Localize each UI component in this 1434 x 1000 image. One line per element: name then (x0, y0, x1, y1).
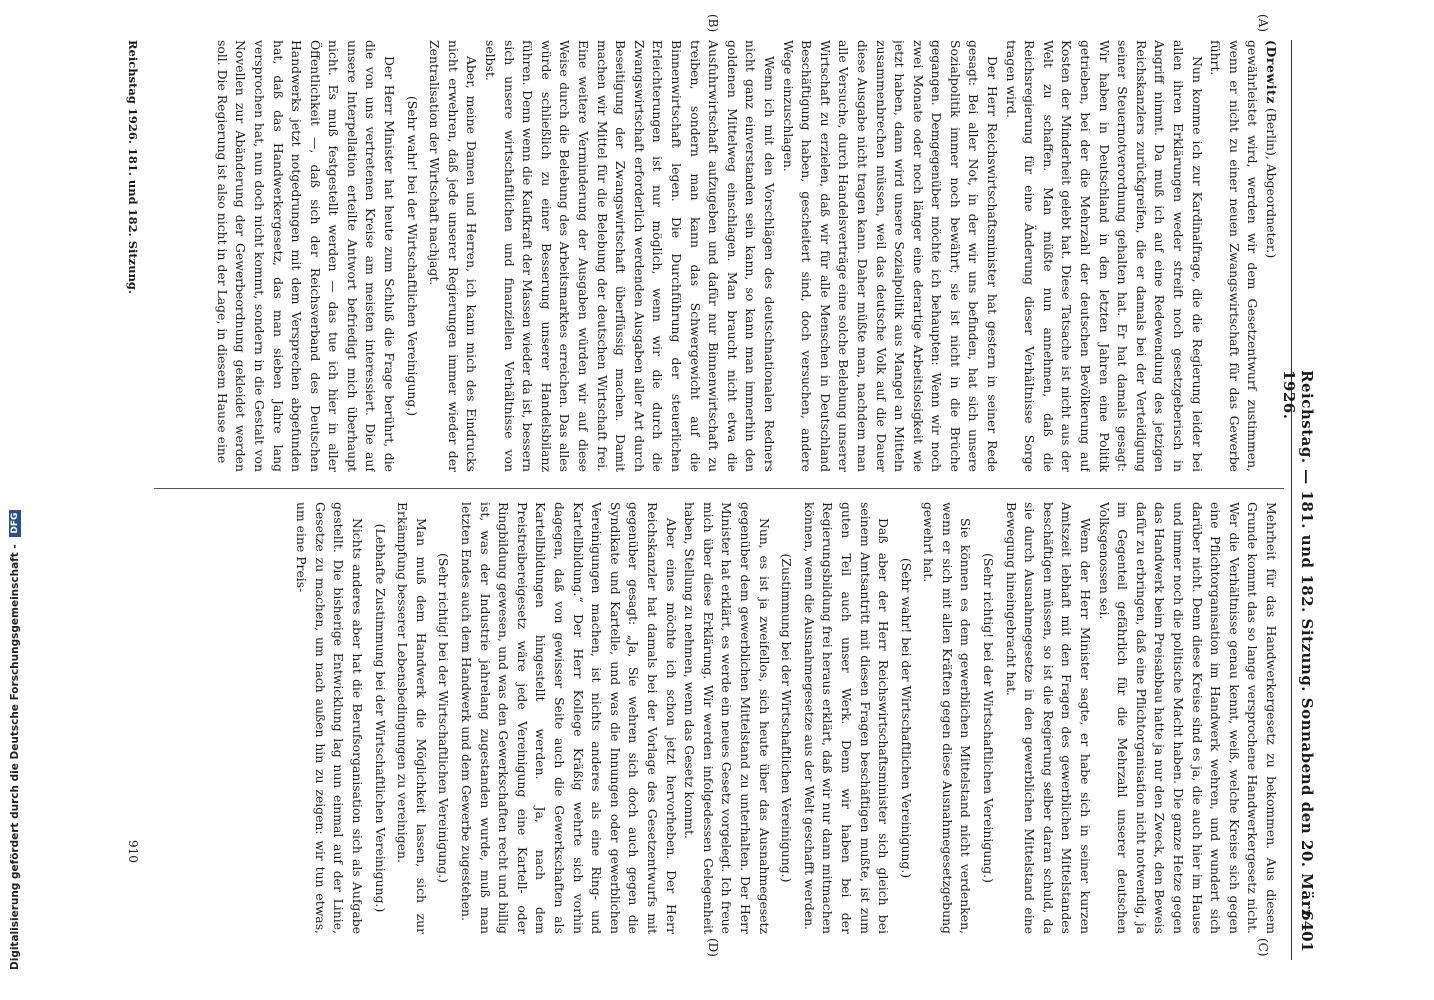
paragraph: Nun komme ich zur Kardinalfrage, die die Regierung leider bei allen ihren Erklärungen weder streift noch gesetzgeberisch in Angriff nimmt. Da muß ich auf eine Redewendung des jetzigen Reichskanzlers zurückgreifen, die er damals bei der Verteidigung seiner Steuernotverordnung gehalten hat. Er hat damals gesagt: Wir haben in Deutschland in den letzten Jahren eine Politik getrieben, bei der die Mehrzahl der deutschen Bevölkerung auf Kosten der Minderheit gelebt hat. Diese Tatsache ist nicht aus der Welt zu schaffen. Man müßte nun annehmen, daß die Reichsregierung für eine Änderung dieser Verhältnisse Sorge tragen wird. (1003, 40, 1205, 472)
paragraph: gewährleistet wird, werden wir dem Gesetzentwurf zustimmen, wenn er nicht zu einer neuen Zwangswirtschaft für das Gewerbe führt. (1208, 40, 1261, 472)
margin-marker-a: (A) (1256, 14, 1270, 33)
margin-marker-c: (C) (1256, 938, 1270, 957)
margin-marker-d: (D) (706, 938, 720, 957)
column-divider (154, 488, 1284, 489)
paragraph: Wenn ich mit den Vorschlägen des deutschnationalen Redners nicht ganz einverstanden sein kann, so kann man immerhin den goldenen Mittelweg einschlagen. Man braucht nicht etwa die Ausfuhrwirtschaft aufzugeben und dafür nur Binnenwirtschaft zu treiben, sondern man kann das Schwergewicht auf die Binnenwirtschaft legen. Die Durchführung der steuerlichen Erleichterungen ist nur möglich, wenn wir die durch die Zwangswirtschaft erforderlich werdenden Ausgaben aller Art durch Beseitigung der Zwangswirtschaft überflüssig machen. Damit machen wir Mittel für die Belebung der deutschen Wirtschaft frei. Eine weitere Verminderung der Ausgaben würden wir auf diese Weise durch die Belebung des Arbeitsmarktes erreichen. Das alles würde schließlich zu einer Besserung unserer Handelsbilanz führen. Denn wenn die Kaufkraft der Massen wieder da ist, bessern sich unsere wirtschaftlichen und finanziellen Verhältnisse von selbst. (483, 40, 777, 472)
paragraph: Nichts anderes aber hat die Berufsorganisation sich als Aufgabe gestellt. Die bisherige Entwicklung lag nun einmal auf der Linie, Gesetze zu machen, um nach außen hin zu zeigen: wir tun etwas, um eine Preis- (294, 502, 366, 934)
margin-marker-b: (B) (706, 14, 720, 33)
interjection: (Zustimmung bei der Wirtschaftlichen Vereinigung.) (779, 553, 795, 883)
page-number: 6401 (1298, 910, 1316, 952)
dfg-logo: DFG (9, 510, 21, 537)
interjection: (Lebhafte Zustimmung bei der Wirtschaftlichen Vereinigung.) (372, 523, 388, 913)
paragraph: Sie können es dem gewerblichen Mittelstand nicht verdenken, wenn er sich mit allen Kräften gegen diese Ausnahmegesetzgebung gewehrt hat. (921, 502, 974, 934)
speaker-line: (Drewitz (Berlin), Abgeordneter.) (1264, 40, 1279, 259)
paragraph: Der Herr Minister hat heute zum Schluß die Frage berührt, die die von uns vertretenen Kreise am meisten interessiert. Die auf unsere Interpellation erteilte Antwort befriedigt mich überhaupt nicht. Es muß festgestellt werden — das tue ich hier in aller Öffentlichkeit —, daß sich der Reichsverband des Deutschen Handwerks jetzt notgedrungen mit dem Versprechen abgefunden hat, daß das Handwerkergesetz, das man sieben Jahre lang versprochen hat, nun doch nicht kommt, sondern in die Gestalt von Novellen zur Abänderung der Gewerbeordnung gekleidet werden soll. Die Regierung ist also nicht in der Lage, in diesem Hause eine (214, 40, 398, 472)
rotated-text-block (110, 14, 1320, 960)
page-header (1280, 40, 1320, 960)
page-title: Reichstag. — 181. und 182. Sitzung. Sonnabend den 20. März 1926. (1280, 370, 1316, 918)
interjection: (Sehr wahr! bei der Wirtschaftlichen Vereinigung.) (404, 95, 420, 417)
footer-reference: Reichstag 1926. 181. und 182. Sitzung. (126, 40, 140, 294)
right-column (150, 502, 1280, 934)
paragraph: Aber, meine Damen und Herren, ich kann mich des Eindrucks nicht erwehren, daß jede unserer Regierungen immer wieder der Zentralisation der Wirtschaft nachjagt. (427, 40, 480, 472)
speaker-note: (Berlin), Abgeordneter.) (1264, 107, 1279, 259)
speaker-name: Drewitz (1264, 46, 1279, 104)
paragraph: Nun, es ist ja zweifellos, sich heute über das Ausnahmegesetz gegenüber dem gewerblichen Mittelstand zu unterhalten. Der Herr Minister hat erklärt, es werde ein neues Gesetz vorgelegt. Ich freue mich über diese Erklärung. Wir werden infolgedessen Gelegenheit haben, Stellung zu nehmen, wenn das Gesetz kommt. (682, 502, 772, 934)
paragraph: Aber eines möchte ich schon jetzt hervorheben. Der Herr Reichskanzler hat damals bei der Vorlage des Gesetzentwurfs mit gegenüber gesagt: „Ja, Sie wehren sich doch auch gegen die Syndikate und Kartelle, und was die Innungen oder gewerblichen Vereinigungen machen, ist nichts anderes als eine Ring- und Kartellbildung.“ Der Herr Kollege Kräßig wehrte sich vorhin dagegen, daß von gewisser Seite auch die Gewerkschaften als Kartellbildungen hingestellt werden. Ja, nach dem Preistreibereigesetz wäre jede Vereinigung eine Kartell- oder Ringbildung gewesen, und was den Gewerkschaften recht und billig ist, was der Industrie jahrelang zugestanden wurde, muß man letzten Endes auch dem Handwerk und dem Gewerbe zugestehen. (459, 502, 679, 934)
paragraph: Der Herr Reichswirtschaftsminister hat gestern in seiner Rede gesagt: Bei aller Not, in der wir uns befinden, hat sich unsere Sozialpolitik immer noch bewährt; sie ist nicht in die Brüche gegangen. Demgegenüber möchte ich behaupten: Wenn wir noch zwei Monate oder noch länger eine derartige Arbeitslosigkeit wie jetzt haben, dann wird unsere Sozialpolitik aus Mangel an Mitteln zusammenbrechen müssen, weil das deutsche Volk auf die Dauer diese Ausgabe nicht tragen kann. Daher müßte man, nachdem man alle Versuche, durch Handelsverträge eine solche Belebung unserer Wirtschaft zu erzielen, daß wir für alle Menschen in Deutschland Beschäftigung haben, gescheitert sind, doch versuchen, andere Wege einzuschlagen. (780, 40, 1001, 472)
paragraph: Man muß dem Handwerk die Möglichkeit lassen, sich zur Erkämpfung besserer Lebensbedingungen zu vereinigen. (395, 502, 429, 934)
paragraph: Wenn der Herr Minister sagte, er habe sich in seiner kurzen Amtszeit lebhaft mit den Fragen des gewerblichen Mittelstandes beschäftigen müssen, so ist die Regierung selber daran schuld, da sie durch Ausnahmegesetze in den gewerblichen Mittelstand eine Bewegung hineingebracht hat. (1003, 502, 1094, 934)
interjection: (Sehr richtig! bei der Wirtschaftlichen Vereinigung.) (981, 553, 997, 883)
paragraph: Daß aber der Herr Reichswirtschaftsminister sich gleich bei seinem Amtsantritt mit diesen Fragen beschäftigen mußte, ist zum guten Teil auch unser Werk. Denn wir haben bei der Regierungsbildung frei heraus erklärt, daß wir nur dann mitmachen können, wenn die Ausnahmegesetze aus der Welt geschafft werden. (801, 502, 892, 934)
attribution-strip (6, 0, 24, 1000)
attribution-text: Digitalisierung gefördert durch die Deutsche Forschungsgemeinschaft - (9, 544, 21, 970)
paragraph: Mehrheit für das Handwerkergesetz zu bekommen. Aus diesem Grunde kommt das so lange versprochene Handwerkergesetz nicht. Wer die Verhältnisse genau kennt, weiß, welche Kreise sich gegen eine Pflichtorganisation im Handwerk wehren, und wundert sich darüber nicht. Denn diese Kreise sind es ja, die auch hier im Hause und immer noch die politische Macht haben. Die ganze Hetze gegen das Handwerk beim Preisabbau hatte ja nur den Zweck, den Beweis dafür zu erbringen, daß eine Pflichtorganisation nicht notwendig, ja im Gegenteil gefährlich für die Mehrzahl unserer deutschen Volksgenossen sei. (1096, 502, 1279, 934)
left-column (150, 40, 1280, 472)
footer-number: 910 (126, 840, 140, 863)
interjection: (Sehr richtig! bei der Wirtschaftlichen Vereinigung.) (436, 553, 452, 883)
interjection: (Sehr wahr! bei der Wirtschaftlichen Vereinigung.) (898, 557, 914, 879)
document-scan (110, 14, 1320, 960)
